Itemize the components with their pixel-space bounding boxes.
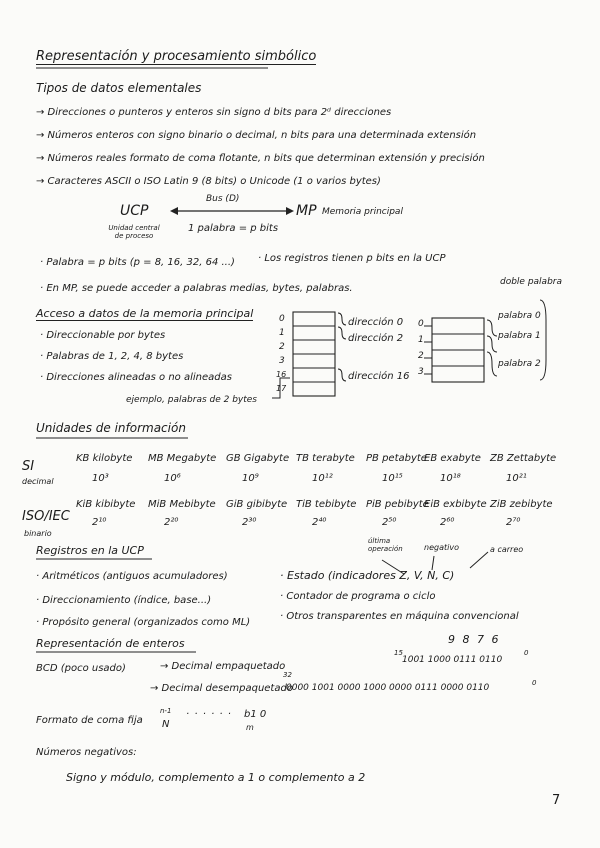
acceso-heading: Acceso a datos de la memoria principal bbox=[36, 307, 254, 320]
packed-bit-low: 0 bbox=[524, 649, 529, 657]
bcd-digits: 9 8 7 6 bbox=[448, 633, 501, 646]
unit-name: GiB gibibyte bbox=[226, 499, 288, 510]
mem-right-num: 0 bbox=[418, 319, 424, 329]
ucp-label: UCP bbox=[120, 203, 149, 219]
palabra-label: palabra 0 bbox=[498, 311, 541, 321]
unit-name: ZiB zebibyte bbox=[490, 499, 553, 510]
registros-left-item: · Propósito general (organizados como ML) bbox=[36, 617, 251, 628]
unpacked-bit-high: 32 bbox=[283, 671, 292, 679]
unit-name: TiB tebibyte bbox=[296, 499, 357, 510]
mp-sublabel: Memoria principal bbox=[322, 207, 403, 217]
mp-acceso-line: · En MP, se puede acceder a palabras medias, bytes, palabras. bbox=[40, 283, 353, 294]
palabra-equation: 1 palabra = p bits bbox=[188, 223, 279, 234]
unpacked-bit-low: 0 bbox=[532, 679, 537, 687]
coma-fija-dots: · · · · · · bbox=[186, 709, 232, 720]
registros-right-item: · Otros transparentes en máquina convencional bbox=[280, 611, 519, 622]
unit-exponent: 2⁴⁰ bbox=[312, 517, 327, 528]
unit-name: EB exabyte bbox=[424, 453, 481, 464]
unit-exponent: 10³ bbox=[92, 473, 109, 484]
unit-exponent: 10⁶ bbox=[164, 473, 181, 484]
mem-left-num: 1 bbox=[279, 328, 285, 338]
mem-right-num: 3 bbox=[418, 367, 424, 377]
registros-heading: Registros en la UCP bbox=[36, 544, 144, 557]
registros-left-item: · Aritméticos (antiguos acumuladores) bbox=[36, 571, 228, 582]
tipos-item: → Caracteres ASCII o ISO Latin 9 (8 bits) o Unicode (1 o varios bytes) bbox=[36, 176, 381, 187]
coma-fija-bottom: N bbox=[162, 719, 170, 730]
unit-exponent: 2²⁰ bbox=[164, 517, 179, 528]
acceso-item: · Direccionable por bytes bbox=[40, 330, 166, 341]
unit-name: TB terabyte bbox=[296, 453, 355, 464]
bus-label: Bus (D) bbox=[206, 194, 240, 204]
iso-sublabel: binario bbox=[24, 529, 52, 538]
mem-left-num: 16 bbox=[276, 370, 287, 379]
ucp-sublabel: Unidad central de proceso bbox=[108, 224, 160, 241]
tipos-item: → Números enteros con signo binario o decimal, n bits para una determinada extensión bbox=[36, 130, 477, 141]
coma-fija-right-top: b1 0 bbox=[244, 709, 267, 720]
mem-left-num: 17 bbox=[276, 384, 287, 393]
acarreo-annotation: a carreo bbox=[490, 545, 524, 554]
mem-left-num: 0 bbox=[279, 314, 285, 324]
unpacked-binary: 0000 1001 0000 1000 0000 0111 0000 0110 bbox=[286, 683, 490, 693]
ultima-operacion-annotation: última operación bbox=[368, 537, 403, 553]
acceso-item: · Palabras de 1, 2, 4, 8 bytes bbox=[40, 351, 184, 362]
direccion-16-label: dirección 16 bbox=[348, 371, 410, 382]
unit-exponent: 2³⁰ bbox=[242, 517, 257, 528]
unit-exponent: 2⁶⁰ bbox=[440, 517, 455, 528]
tipos-heading: Tipos de datos elementales bbox=[36, 81, 202, 95]
palabra-label: palabra 2 bbox=[498, 359, 541, 369]
registros-right-item: · Contador de programa o ciclo bbox=[280, 591, 436, 602]
packed-bit-high: 15 bbox=[394, 649, 403, 657]
coma-fija-top: n-1 bbox=[160, 707, 172, 715]
palabra-label: palabra 1 bbox=[498, 331, 541, 341]
negativos-label: Números negativos: bbox=[36, 747, 137, 758]
registros-right-item: · Estado (indicadores Z, V, N, C) bbox=[280, 569, 455, 582]
tipos-item: → Direcciones o punteros y enteros sin signo d bits para 2ᵈ direcciones bbox=[36, 107, 392, 118]
desempaquetado-label: → Decimal desempaquetado bbox=[150, 683, 293, 694]
ejemplo-label: ejemplo, palabras de 2 bytes bbox=[126, 395, 257, 405]
negativo-annotation: negativo bbox=[424, 543, 459, 552]
unit-name: PiB pebibyte bbox=[366, 499, 429, 510]
direccion-0-label: dirección 0 bbox=[348, 317, 404, 328]
page-number: 7 bbox=[552, 793, 561, 808]
registros-left-item: · Direccionamiento (índice, base...) bbox=[36, 595, 212, 606]
unit-name: PB petabyte bbox=[366, 453, 427, 464]
unit-name: EiB exbibyte bbox=[424, 499, 487, 510]
packed-binary: 1001 1000 0111 0110 bbox=[402, 655, 503, 665]
si-sublabel: decimal bbox=[22, 477, 54, 486]
registros-line: · Los registros tienen p bits en la UCP bbox=[258, 253, 446, 264]
unit-name: MiB Mebibyte bbox=[148, 499, 216, 510]
empaquetado-label: → Decimal empaquetado bbox=[160, 661, 286, 672]
unit-name: KB kilobyte bbox=[76, 453, 133, 464]
unit-exponent: 2¹⁰ bbox=[92, 517, 107, 528]
coma-fija-right-bottom: m bbox=[246, 723, 254, 732]
unit-name: KiB kibibyte bbox=[76, 499, 136, 510]
unit-exponent: 2⁵⁰ bbox=[382, 517, 397, 528]
mem-left-num: 2 bbox=[279, 342, 285, 352]
unit-name: MB Megabyte bbox=[148, 453, 217, 464]
unit-exponent: 10¹² bbox=[312, 473, 333, 484]
enteros-heading: Representación de enteros bbox=[36, 637, 185, 650]
mem-right-num: 1 bbox=[418, 335, 424, 345]
mem-left-num: 3 bbox=[279, 356, 285, 366]
mem-right-num: 2 bbox=[418, 351, 424, 361]
si-label: SI bbox=[22, 459, 35, 474]
mp-label: MP bbox=[296, 203, 317, 219]
palabra-line: · Palabra = p bits (p = 8, 16, 32, 64 ...) bbox=[40, 257, 235, 268]
unit-exponent: 2⁷⁰ bbox=[506, 517, 521, 528]
unit-exponent: 10¹⁵ bbox=[382, 473, 403, 484]
unit-exponent: 10⁹ bbox=[242, 473, 259, 484]
unit-name: ZB Zettabyte bbox=[490, 453, 557, 464]
bcd-label: BCD (poco usado) bbox=[36, 663, 126, 674]
acceso-item: · Direcciones alineadas o no alineadas bbox=[40, 372, 232, 383]
page-title: Representación y procesamiento simbólico bbox=[36, 49, 317, 64]
iso-label: ISO/IEC bbox=[22, 509, 70, 524]
unit-name: GB Gigabyte bbox=[226, 453, 290, 464]
tipos-item: → Números reales formato de coma flotante, n bits que determinan extensión y precisión bbox=[36, 153, 485, 164]
negativos-line: Signo y módulo, complemento a 1 o complemento a 2 bbox=[66, 771, 366, 784]
coma-fija-label: Formato de coma fija bbox=[36, 715, 143, 726]
unit-exponent: 10²¹ bbox=[506, 473, 527, 484]
unit-exponent: 10¹⁸ bbox=[440, 473, 461, 484]
unidades-heading: Unidades de información bbox=[36, 421, 186, 435]
doble-palabra-label: doble palabra bbox=[500, 277, 563, 287]
direccion-2-label: dirección 2 bbox=[348, 333, 404, 344]
